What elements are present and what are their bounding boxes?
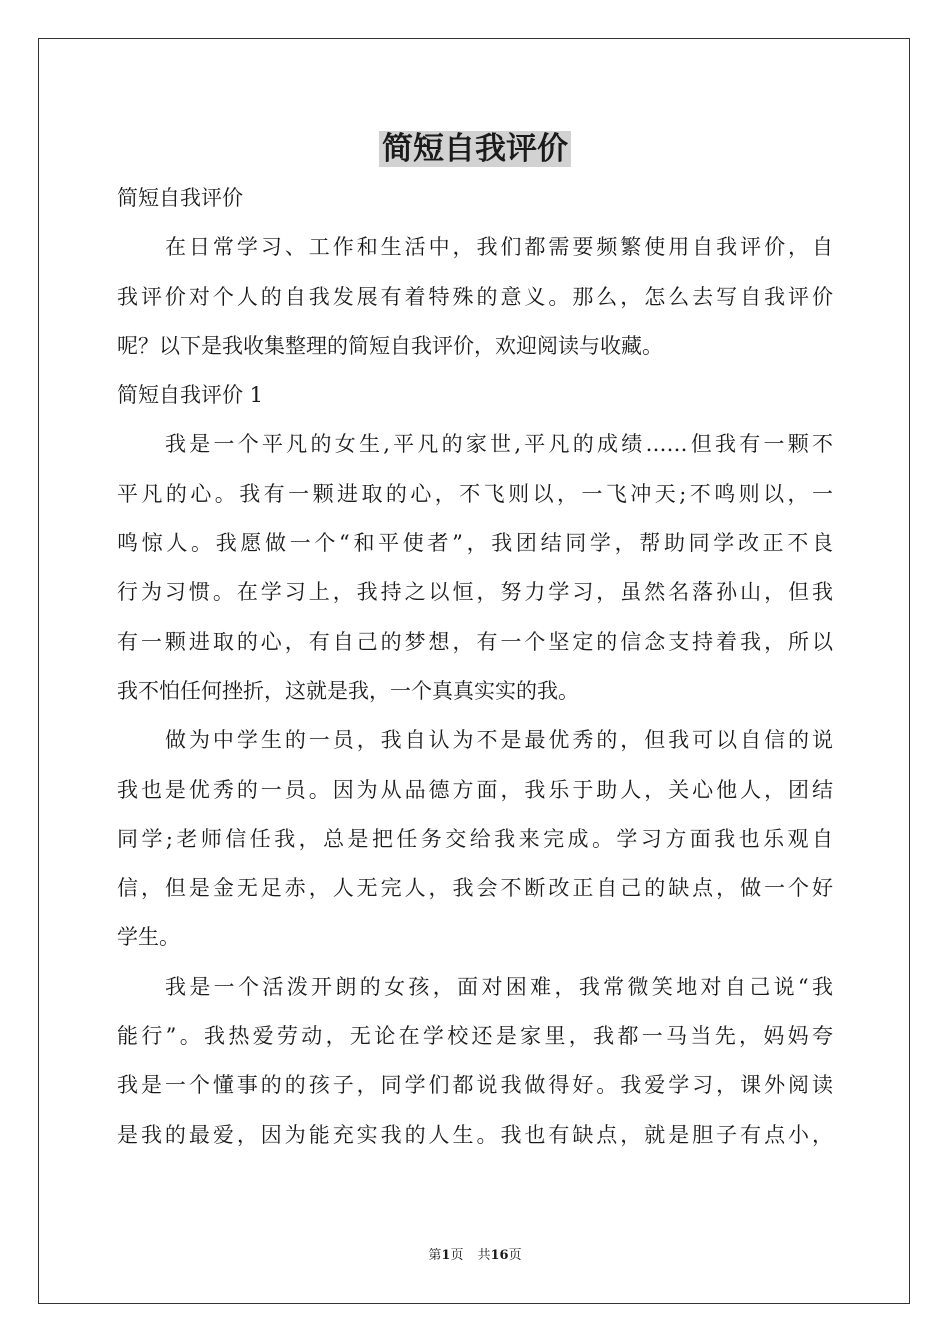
text-line: 学生。 bbox=[117, 925, 180, 950]
text-line: 我不怕任何挫折，这就是我，一个真真实实的我。 bbox=[117, 678, 579, 703]
page-suffix: 页 bbox=[450, 1248, 464, 1263]
text-line: 是我的最爱，因为能充实我的人生。我也有缺点，就是胆子有点小， bbox=[117, 1122, 833, 1147]
text-line: 平凡的心。我有一颗进取的心，不飞则以，一飞冲天;不鸣则以，一 bbox=[117, 481, 833, 506]
text-line: 我评价对个人的自我发展有着特殊的意义。那么，怎么去写自我评价 bbox=[117, 284, 833, 309]
page-number: 1 bbox=[441, 1248, 451, 1263]
total-pages: 16 bbox=[490, 1248, 509, 1263]
page-prefix: 第 bbox=[428, 1248, 442, 1263]
text-line: 简短自我评价 1 bbox=[117, 383, 264, 408]
document-title-text: 简短自我评价 bbox=[379, 131, 571, 167]
page-footer bbox=[0, 1246, 950, 1266]
text-line: 同学;老师信任我，总是把任务交给我来完成。学习方面我也乐观自 bbox=[117, 826, 833, 851]
text-line: 做为中学生的一员，我自认为不是最优秀的，但我可以自信的说 bbox=[165, 728, 833, 753]
text-line: 呢？以下是我收集整理的简短自我评价，欢迎阅读与收藏。 bbox=[117, 333, 663, 358]
text-line: 能行”。我热爱劳动，无论在学校还是家里，我都一马当先，妈妈夸 bbox=[117, 1024, 833, 1049]
text-line: 我也是优秀的一员。因为从品德方面，我乐于助人，关心他人，团结 bbox=[117, 777, 833, 802]
text-line: 在日常学习、工作和生活中，我们都需要频繁使用自我评价，自 bbox=[165, 235, 833, 260]
text-line: 简短自我评价 bbox=[117, 186, 243, 210]
text-line: 信，但是金无足赤，人无完人，我会不断改正自己的缺点，做一个好 bbox=[117, 876, 833, 901]
document-title bbox=[0, 124, 950, 174]
text-line: 行为习惯。在学习上，我持之以恒，努力学习，虽然名落孙山，但我 bbox=[117, 580, 833, 605]
text-line: 有一颗进取的心，有自己的梦想，有一个坚定的信念支持着我，所以 bbox=[117, 629, 833, 654]
text-line: 我是一个懂事的的孩子，同学们都说我做得好。我爱学习，课外阅读 bbox=[117, 1073, 833, 1098]
text-line: 我是一个平凡的女生,平凡的家世,平凡的成绩……但我有一颗不 bbox=[165, 432, 833, 457]
text-line: 鸣惊人。我愿做一个“和平使者”，我团结同学，帮助同学改正不良 bbox=[117, 531, 833, 556]
total-suffix: 页 bbox=[508, 1248, 522, 1263]
text-line: 我是一个活泼开朗的女孩，面对困难，我常微笑地对自己说“我 bbox=[165, 974, 833, 999]
document-body bbox=[117, 174, 833, 1160]
total-prefix: 共 bbox=[477, 1248, 491, 1263]
